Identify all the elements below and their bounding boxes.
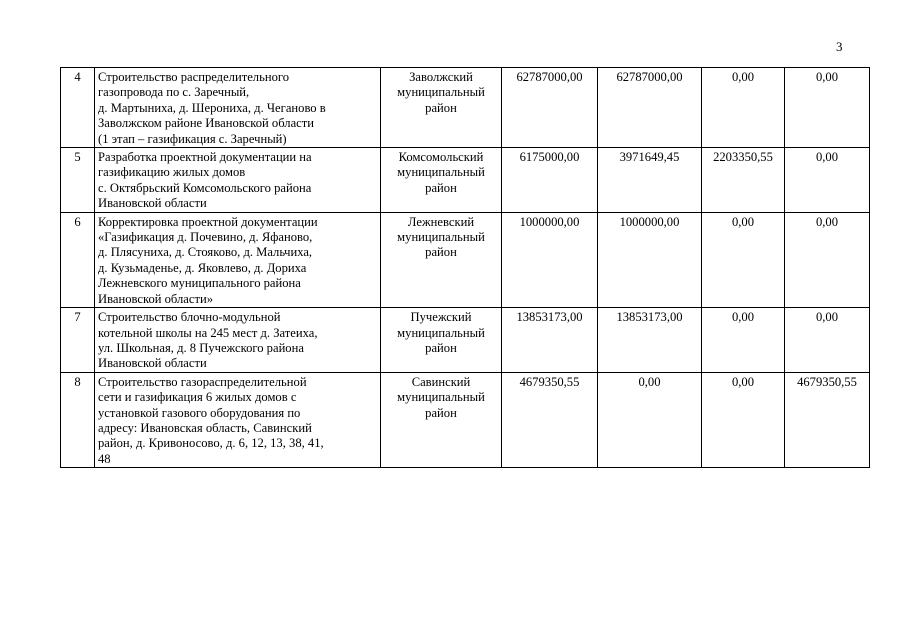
- project-name-line: Лежневского муниципального района: [98, 276, 301, 291]
- district-line: район: [425, 245, 457, 260]
- district-cell: [381, 212, 502, 307]
- amount-col3: 0,00: [702, 308, 785, 373]
- row-number: 8: [61, 372, 95, 467]
- district-line: район: [425, 405, 457, 420]
- amount-col4: 0,00: [785, 148, 870, 213]
- district-line: район: [425, 100, 457, 115]
- district-line: Савинский: [411, 374, 471, 389]
- project-name-line: Ивановской области»: [98, 291, 214, 306]
- project-name-line: Заволжском районе Ивановской области: [98, 116, 315, 131]
- district-line: Лежневский: [407, 214, 475, 229]
- project-name-line: Разработка проектной документации на: [98, 150, 312, 165]
- project-name-line: котельной школы на 245 мест д. Затеиха,: [98, 325, 318, 340]
- district-cell: [381, 68, 502, 148]
- amount-col2: 0,00: [598, 372, 702, 467]
- project-name-line: Строительство блочно-модульной: [98, 310, 281, 325]
- district-line: муниципальный: [397, 230, 485, 245]
- amount-col3: 0,00: [702, 68, 785, 148]
- district-cell: [381, 308, 502, 373]
- amount-col4: 0,00: [785, 308, 870, 373]
- project-name-line: (1 этап – газификация с. Заречный): [98, 131, 287, 146]
- amount-total: 13853173,00: [502, 308, 598, 373]
- table-row: [61, 148, 870, 213]
- project-name-line: сети и газификация 6 жилых домов с: [98, 390, 297, 405]
- row-number: 4: [61, 68, 95, 148]
- amount-col2: 62787000,00: [598, 68, 702, 148]
- amount-total: 62787000,00: [502, 68, 598, 148]
- row-number: 6: [61, 212, 95, 307]
- amount-col4: 4679350,55: [785, 372, 870, 467]
- district-line: муниципальный: [397, 325, 485, 340]
- amount-col2: 1000000,00: [598, 212, 702, 307]
- project-name-line: Корректировка проектной документации: [98, 214, 318, 229]
- budget-table: [60, 67, 870, 468]
- amount-col3: 0,00: [702, 212, 785, 307]
- amount-total: 6175000,00: [502, 148, 598, 213]
- table-row: [61, 212, 870, 307]
- project-name-line: Строительство распределительного: [98, 70, 290, 84]
- amount-col2: 13853173,00: [598, 308, 702, 373]
- project-name-line: установкой газового оборудования по: [98, 405, 301, 420]
- project-name-line: адресу: Ивановская область, Савинский: [98, 420, 312, 435]
- project-name-line: д. Мартыниха, д. Шерониха, д. Чеганово в: [98, 100, 326, 115]
- project-name-line: Ивановской области: [98, 356, 207, 371]
- table-row: [61, 372, 870, 467]
- district-line: муниципальный: [397, 390, 485, 405]
- district-line: район: [425, 340, 457, 355]
- amount-total: 4679350,55: [502, 372, 598, 467]
- amount-col4: 0,00: [785, 212, 870, 307]
- project-name-line: Ивановской области: [98, 196, 207, 211]
- district-line: муниципальный: [397, 85, 485, 100]
- project-name-line: газопровода по с. Заречный,: [98, 85, 250, 100]
- district-cell: [381, 372, 502, 467]
- project-name-line: «Газификация д. Почевино, д. Яфаново,: [98, 230, 313, 245]
- project-name-cell: [95, 212, 381, 307]
- district-line: район: [425, 180, 457, 195]
- amount-col3: 0,00: [702, 372, 785, 467]
- project-name-line: ул. Школьная, д. 8 Пучежского района: [98, 340, 304, 355]
- district-line: муниципальный: [397, 165, 485, 180]
- project-name-cell: [95, 372, 381, 467]
- project-name-line: д. Плясуниха, д. Стояково, д. Мальчиха,: [98, 245, 313, 260]
- amount-col3: 2203350,55: [702, 148, 785, 213]
- district-cell: [381, 148, 502, 213]
- amount-col2: 3971649,45: [598, 148, 702, 213]
- project-name-line: 48: [98, 451, 111, 466]
- district-line: Пучежский: [410, 310, 472, 325]
- district-line: Комсомольский: [398, 150, 484, 165]
- table-row: [61, 308, 870, 373]
- project-name-line: д. Кузьмаденье, д. Яковлево, д. Дориха: [98, 260, 307, 275]
- district-line: Заволжский: [409, 70, 473, 84]
- table-row: [61, 68, 870, 148]
- page-number: 3: [836, 39, 843, 54]
- project-name-cell: [95, 148, 381, 213]
- amount-col4: 0,00: [785, 68, 870, 148]
- amount-total: 1000000,00: [502, 212, 598, 307]
- project-name-line: Строительство газораспределительной: [98, 374, 307, 389]
- row-number: 7: [61, 308, 95, 373]
- project-name-line: район, д. Кривоносово, д. 6, 12, 13, 38, 41,: [98, 436, 324, 451]
- project-name-line: газификацию жилых домов: [98, 165, 246, 180]
- row-number: 5: [61, 148, 95, 213]
- project-name-cell: [95, 308, 381, 373]
- project-name-cell: [95, 68, 381, 148]
- project-name-line: с. Октябрьский Комсомольского района: [98, 180, 312, 195]
